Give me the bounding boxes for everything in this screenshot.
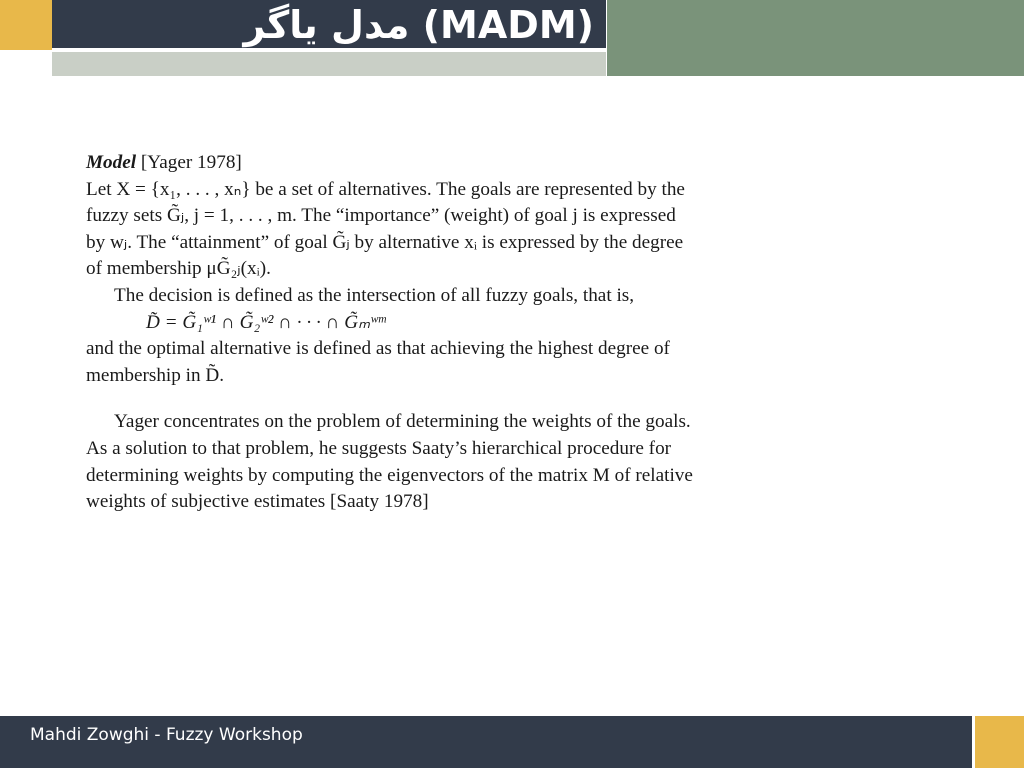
paragraph-4-line-3: determining weights by computing the eigenvectors of the matrix M of relative [86,464,693,486]
paragraph-4-line-4: weights of subjective estimates [Saaty 1978] [86,491,429,513]
document-excerpt [86,150,816,516]
paragraph-3-line-2: membership in D̃. [86,364,225,386]
header-title-bar [52,0,606,50]
model-label: Model [86,152,137,173]
header-gold-block [0,0,52,50]
header-green-block [607,0,1024,76]
paragraph-1-line-1: Let X = {x₁, . . . , xₙ} be a set of alternatives. The goals are represented by the [86,178,685,200]
header-gray-strip [52,52,606,76]
slide-title: مدل یاگر (MADM) [243,3,594,47]
decision-formula: D̃ = G̃₁ʷ¹ ∩ G̃₂ʷ² ∩ · · · ∩ G̃ₘʷᵐ [146,311,386,333]
paragraph-1-line-3: by wⱼ. The “attainment” of goal G̃ⱼ by alternative xᵢ is expressed by the degree [86,231,684,253]
paragraph-3-line-1: and the optimal alternative is defined as that achieving the highest degree of [86,338,670,360]
model-reference: [Yager 1978] [140,152,242,173]
paragraph-1-line-2: fuzzy sets G̃ⱼ, j = 1, . . . , m. The “importance” (weight) of goal j is expressed [86,205,676,227]
paragraph-2: The decision is defined as the intersection of all fuzzy goals, that is, [114,284,635,306]
model-heading [86,150,816,177]
paragraph-1-line-4: of membership μG̃₂ⱼ(xᵢ). [86,258,271,280]
paragraph-gap [86,389,816,409]
paragraph-4-line-1: Yager concentrates on the problem of determining the weights of the goals. [114,411,691,433]
paragraph-4-line-2: As a solution to that problem, he suggests Saaty’s hierarchical procedure for [86,437,672,459]
footer-gold-block [975,716,1024,768]
footer-text: Mahdi Zowghi - Fuzzy Workshop [30,725,303,745]
